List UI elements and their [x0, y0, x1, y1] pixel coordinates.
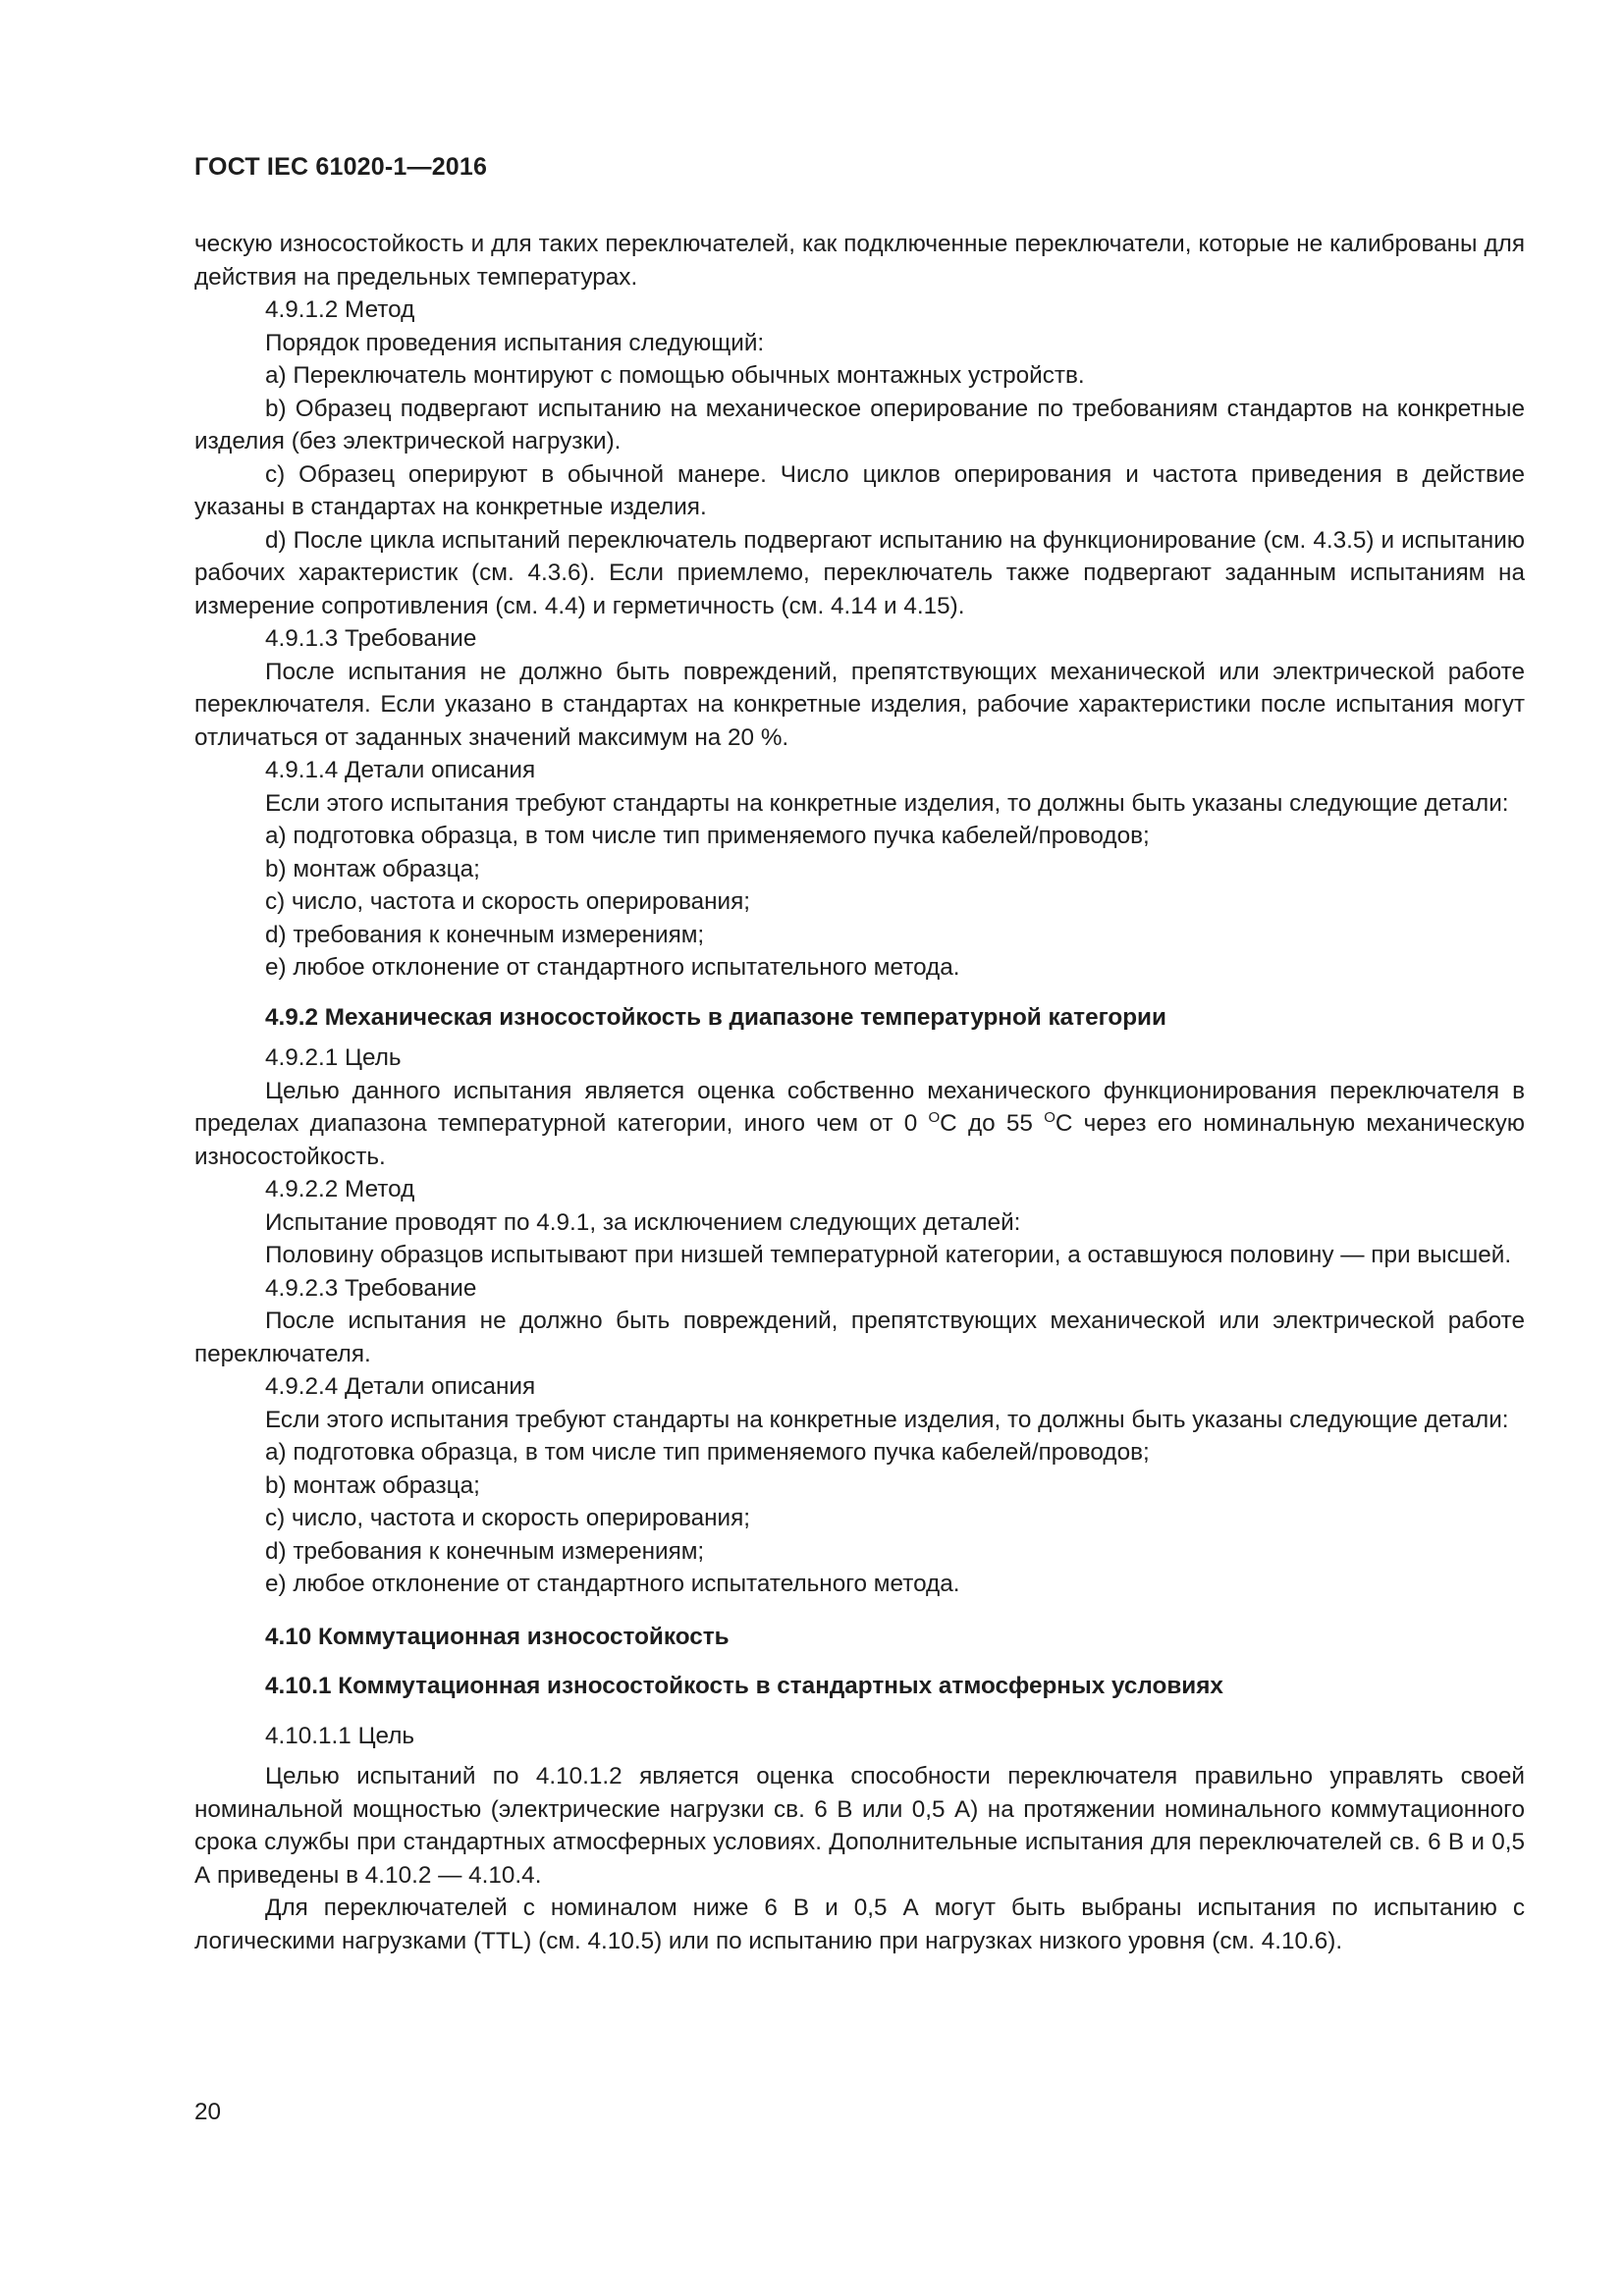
list-item: d) После цикла испытаний переключатель подвергают испытанию на функционирование (см. 4.3.5) и испытанию рабочих характеристик (см. 4.3.6). Если приемлемо, переключатель также подвергают заданным испытаниям на измерение сопротивления (см. 4.4) и герметичность (см. 4.14 и 4.15). — [194, 526, 1525, 619]
paragraph: Половину образцов испытывают при низшей температурной категории, а оставшуюся половину — при высшей. — [265, 1242, 1512, 1268]
list-item: d) требования к конечным измерениям; — [265, 921, 705, 948]
list-item: e) любое отклонение от стандартного испытательного метода. — [265, 954, 960, 981]
paragraph: Целью испытаний по 4.10.1.2 является оценка способности переключателя правильно управлять своей номинальной мощностью (электрические нагрузки св. 6 В или 0,5 А) на протяжении номинального коммутационного срока службы при стандартных атмосферных условиях. Дополнительные испытания для переключателей св. 6 В и 0,5 А приведены в 4.10.2 — 4.10.4. — [194, 1763, 1525, 1889]
degree-mark: O — [1044, 1109, 1056, 1126]
paragraph-text: С через его номинальную механическую износостойкость. — [194, 1110, 1526, 1170]
clause-heading: 4.9.2.3 Требование — [265, 1274, 477, 1302]
list-item: b) монтаж образца; — [265, 855, 480, 882]
list-item: c) Образец оперируют в обычной манере. Число циклов оперирования и частота приведения в действие указаны в стандартах на конкретные изделия. — [194, 460, 1525, 520]
paragraph: Порядок проведения испытания следующий: — [265, 329, 765, 356]
clause-heading: 4.10.1.1 Цель — [265, 1722, 415, 1749]
paragraph — [194, 1075, 1525, 1174]
paragraph-text: Целью данного испытания является оценка собственно механического функционирования переключателя в пределах диапазона температурной категории, иного чем от 0 — [194, 1077, 1525, 1137]
list-item: c) число, частота и скорость оперирования; — [265, 888, 751, 915]
section-heading: 4.10.1 Коммутационная износостойкость в стандартных атмосферных условиях — [265, 1673, 1223, 1699]
paragraph: ческую износостойкость и для таких переключателей, как подключенные переключатели, которые не калиброваны для действия на предельных температурах. — [194, 231, 1525, 291]
list-item: c) число, частота и скорость оперирования; — [265, 1505, 751, 1531]
clause-heading: 4.9.1.3 Требование — [265, 625, 477, 652]
section-heading: 4.9.2 Механическая износостойкость в диапазоне температурной категории — [265, 1003, 1166, 1031]
paragraph: Если этого испытания требуют стандарты на конкретные изделия, то должны быть указаны следующие детали: — [265, 1406, 1509, 1433]
paragraph: Если этого испытания требуют стандарты на конкретные изделия, то должны быть указаны следующие детали: — [265, 789, 1509, 817]
clause-heading: 4.9.1.4 Детали описания — [265, 757, 536, 783]
list-item: b) монтаж образца; — [265, 1471, 480, 1499]
paragraph: После испытания не должно быть повреждений, препятствующих механической или электрической работе переключателя. — [194, 1308, 1525, 1367]
page-number: 20 — [194, 2099, 222, 2125]
document-header: ГОСТ IEC 61020-1—2016 — [194, 153, 488, 181]
list-item: b) Образец подвергают испытанию на механическое оперирование по требованиям стандартов на конкретные изделия (без электрической нагрузки). — [194, 395, 1525, 454]
list-item: e) любое отклонение от стандартного испытательного метода. — [265, 1571, 960, 1597]
paragraph: После испытания не должно быть повреждений, препятствующих механической или электрической работе переключателя. Если указано в стандартах на конкретные изделия, рабочие характеристики после испытания могут отличаться от заданных значений максимум на 20 %. — [194, 658, 1525, 751]
paragraph-text: С до 55 — [940, 1110, 1045, 1137]
list-item: a) подготовка образца, в том числе тип применяемого пучка кабелей/проводов; — [265, 1439, 1150, 1466]
list-item: a) подготовка образца, в том числе тип применяемого пучка кабелей/проводов; — [265, 823, 1150, 849]
document-body — [194, 228, 1525, 1957]
paragraph: Испытание проводят по 4.9.1, за исключением следующих деталей: — [265, 1208, 1021, 1236]
list-item: d) требования к конечным измерениям; — [265, 1537, 705, 1565]
list-item: a) Переключатель монтируют с помощью обычных монтажных устройств. — [265, 362, 1085, 389]
clause-heading: 4.9.2.2 Метод — [265, 1176, 415, 1202]
clause-heading: 4.9.1.2 Метод — [265, 296, 415, 323]
degree-mark: O — [928, 1109, 941, 1126]
clause-heading: 4.9.2.1 Цель — [265, 1044, 402, 1071]
section-heading: 4.10 Коммутационная износостойкость — [265, 1623, 730, 1650]
clause-heading: 4.9.2.4 Детали описания — [265, 1373, 536, 1400]
paragraph: Для переключателей с номиналом ниже 6 В и 0,5 А могут быть выбраны испытания по испытанию с логическими нагрузками (TTL) (см. 4.10.5) или по испытанию при нагрузках низкого уровня (см. 4.10.6). — [194, 1895, 1525, 1954]
